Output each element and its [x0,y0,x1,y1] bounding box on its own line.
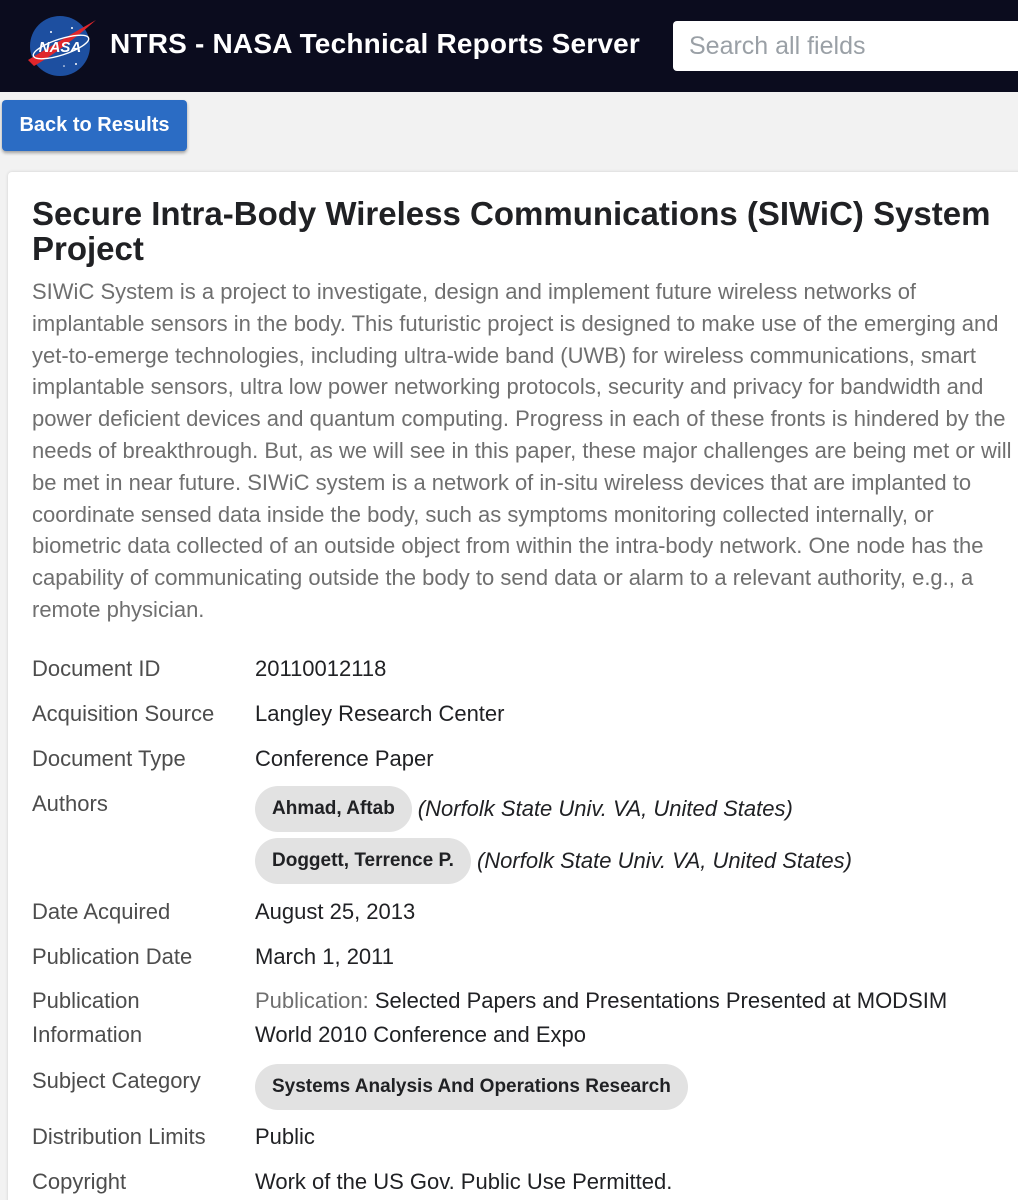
acquisition-source-label: Acquisition Source [32,701,215,726]
document-type-value: Conference Paper [255,746,434,771]
site-header [0,0,1018,92]
document-id-label: Document ID [32,656,161,681]
author-affiliation: (Norfolk State Univ. VA, United States) [417,796,793,821]
publication-name: Selected Papers and Presentations Presented at MODSIM World 2010 Conference and Expo [255,988,948,1047]
authors-label: Authors [32,791,108,816]
publication-information-label-line2: Information [32,1022,143,1047]
svg-text:NASA: NASA [38,39,82,56]
subject-category-chip[interactable]: Systems Analysis And Operations Research [255,1064,688,1110]
publication-information-value [255,984,995,1052]
publication-information-label [32,984,142,1052]
publication-prefix: Publication: [255,988,369,1013]
subject-category-row [255,1064,688,1110]
copyright-label: Copyright [32,1169,127,1194]
author-row [255,838,852,884]
publication-date-label: Publication Date [32,944,193,969]
date-acquired-label: Date Acquired [32,899,171,924]
author-affiliation: (Norfolk State Univ. VA, United States) [476,848,852,873]
document-abstract: SIWiC System is a project to investigate, design and implement future wireless networks of implantable sensors in the body. This futuristic project is designed to make use of the emerging and yet-to-emerge technologies, including ultra-wide band (UWB) for wireless communications, smart implantable sensors, ultra low power networking protocols, security and privacy for bandwidth and power deficient devices and quantum computing. Progress in each of these fronts is hindered by the needs of breakthrough. But, as we will see in this paper, these major challenges are being met or will be met in near future. SIWiC system is a network of in-situ wireless devices that are implanted to coordinate sensed data inside the body, such as symptoms monitoring collected internally, or biometric data collected of an outside object from within the intra-body network. One node has the capability of communicating outside the body to send data or alarm to a relevant authority, e.g., a remote physician. [32,279,1012,622]
document-id-value: 20110012118 [255,656,387,681]
author-chip[interactable]: Ahmad, Aftab [255,786,412,832]
acquisition-source-value: Langley Research Center [255,701,505,726]
back-to-results-button[interactable]: Back to Results [2,100,187,151]
subject-category-label: Subject Category [32,1068,201,1093]
publication-date-value: March 1, 2011 [255,944,395,969]
copyright-value: Work of the US Gov. Public Use Permitted. [255,1169,673,1194]
document-type-label: Document Type [32,746,186,771]
distribution-limits-label: Distribution Limits [32,1124,206,1149]
document-title: Secure Intra-Body Wireless Communications (SIWiC) System Project [32,195,991,267]
publication-information-label-line1: Publication [32,988,140,1013]
author-chip[interactable]: Doggett, Terrence P. [255,838,471,884]
document-card [8,172,1018,1200]
date-acquired-value: August 25, 2013 [255,899,416,924]
nasa-logo[interactable] [24,14,98,78]
author-row [255,786,793,832]
site-title[interactable]: NTRS - NASA Technical Reports Server [110,28,640,59]
search-input[interactable] [673,21,1018,71]
distribution-limits-value: Public [255,1124,315,1149]
